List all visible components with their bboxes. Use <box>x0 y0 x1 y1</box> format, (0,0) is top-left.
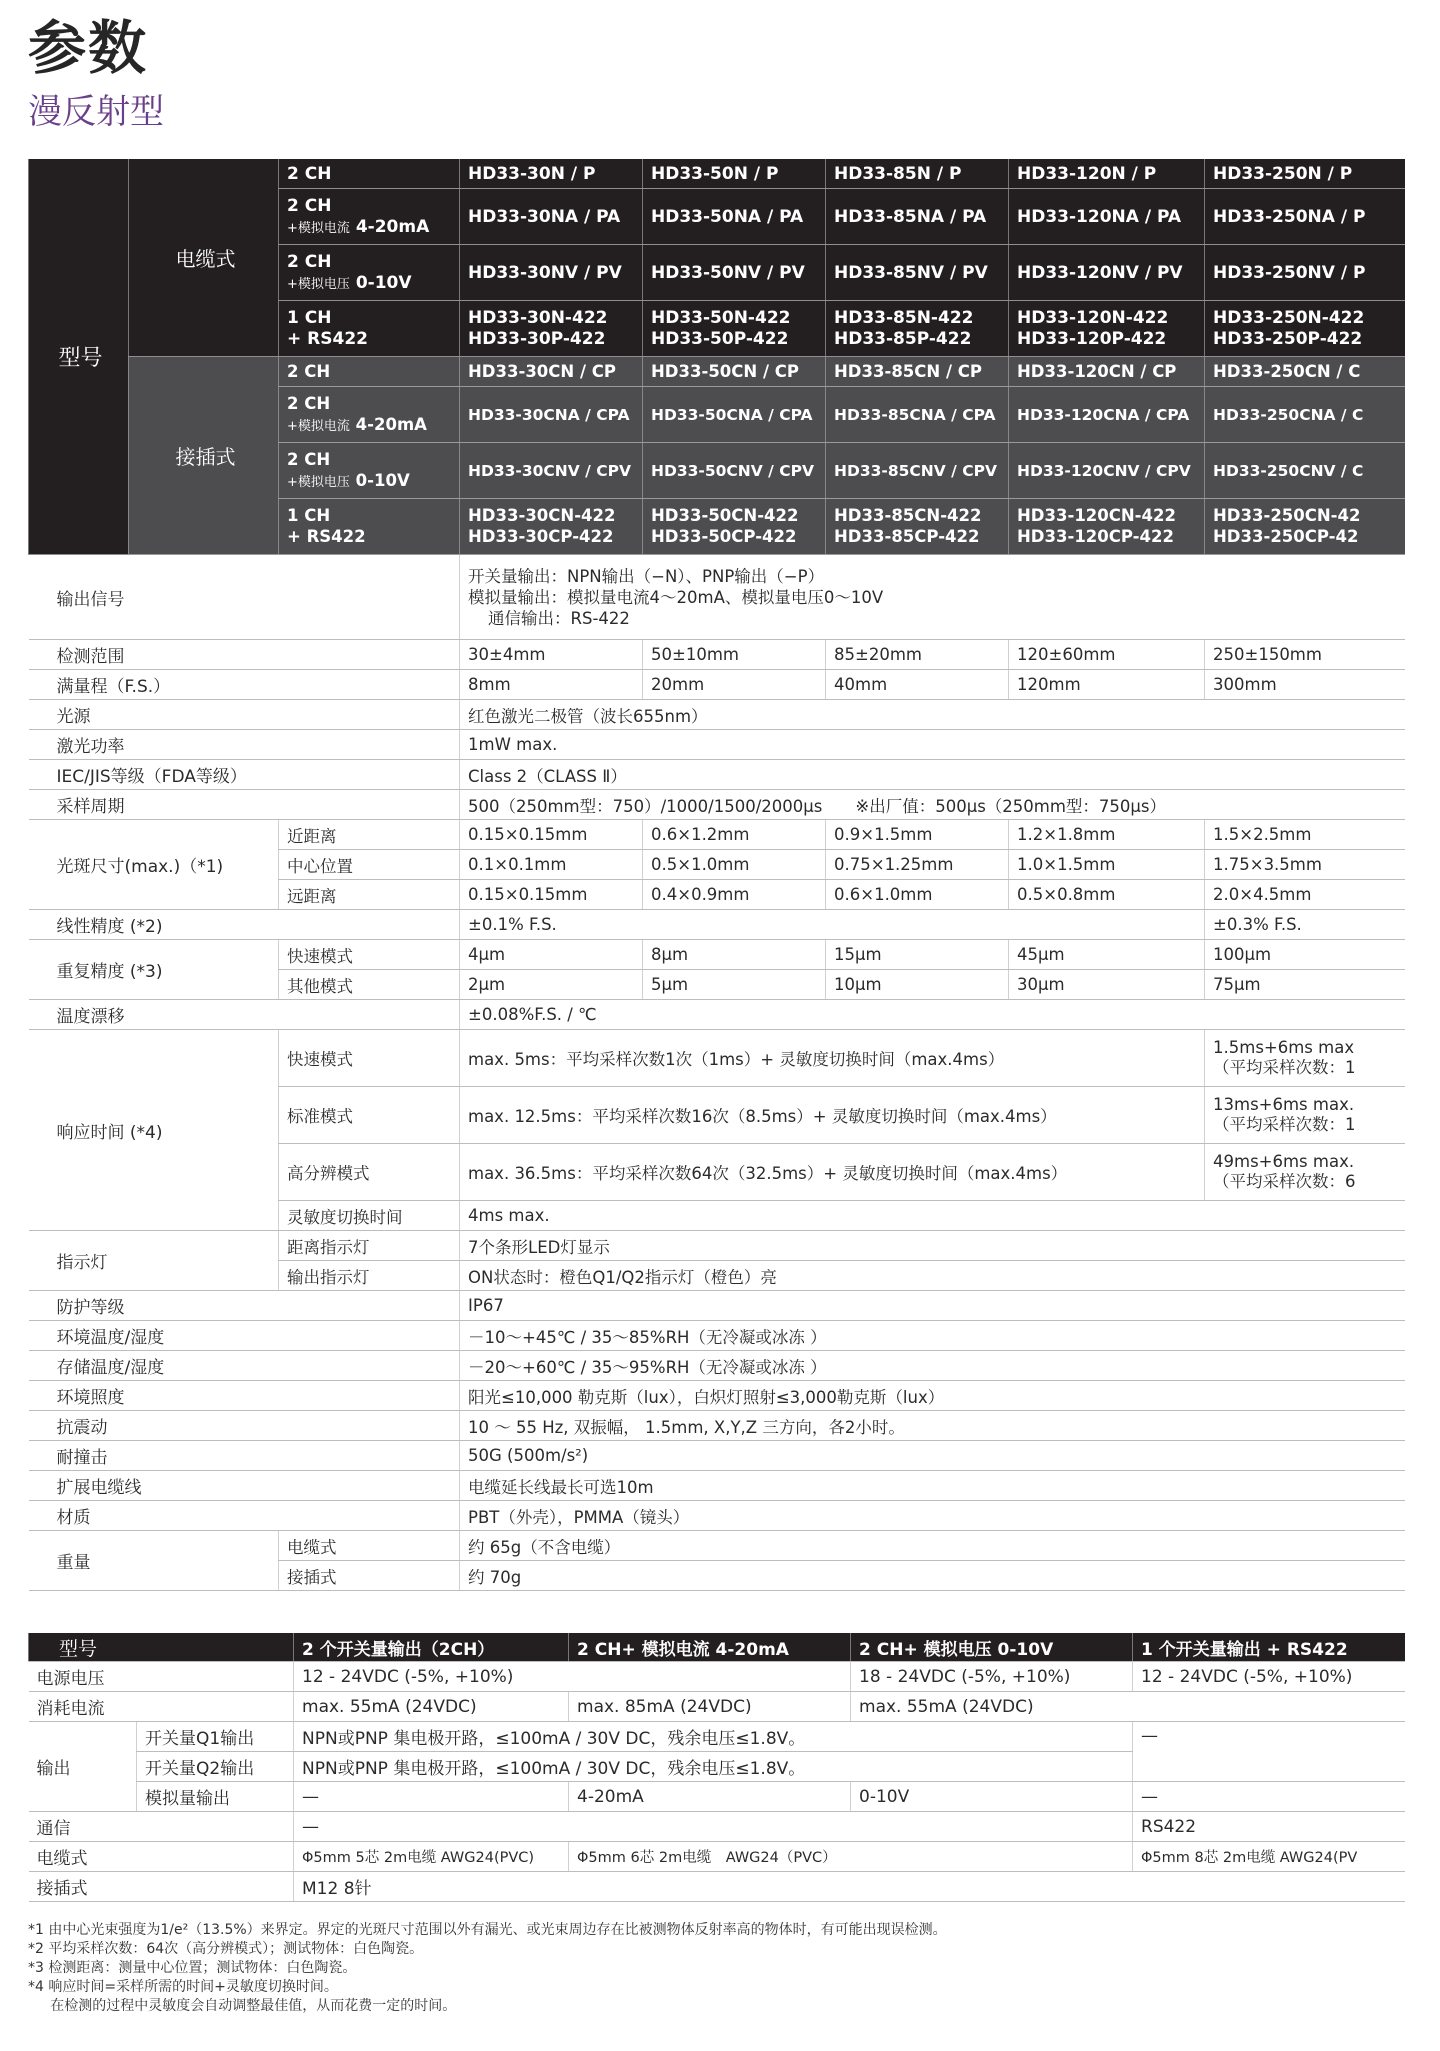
spec-label: 温度漂移 <box>29 1000 460 1030</box>
model-cell: HD33-30NV / PV <box>460 245 643 301</box>
variant-label: 1 CH + RS422 <box>279 301 460 357</box>
model-row <box>29 159 1405 189</box>
spec-label: 激光功率 <box>29 730 460 760</box>
spec-value: 电缆延长线最长可选10m <box>460 1471 1405 1501</box>
elec-header: 2 CH+ 模拟电压 0-10V <box>851 1633 1133 1662</box>
spec-label: 重量 <box>29 1531 279 1591</box>
group-cable: 电缆式 <box>129 159 279 357</box>
variant-label: 2 CH +模拟电压 0-10V <box>279 443 460 499</box>
model-label: 型号 <box>29 159 129 555</box>
model-cell: HD33-120CNA / CPA <box>1009 387 1205 443</box>
variant-label: 2 CH +模拟电流 4-20mA <box>279 189 460 245</box>
elec-label: 接插式 <box>29 1872 294 1902</box>
elec-value: max. 85mA (24VDC) <box>569 1692 851 1722</box>
elec-sublabel: 开关量Q2输出 <box>137 1752 294 1782</box>
variant-label: 2 CH <box>279 159 460 189</box>
spec-value: 阳光≤10,000 勒克斯（lux），白炽灯照射≤3,000勒克斯（lux） <box>460 1381 1405 1411</box>
elec-row-cable <box>29 1842 1405 1872</box>
spec-value: 开关量输出：NPN输出（−N）、PNP输出（−P） 模拟量输出：模拟量电流4～20mA、模拟量电压0～10V 通信输出：RS-422 <box>460 555 1405 640</box>
model-cell: HD33-250N / P <box>1205 159 1405 189</box>
variant-label: 2 CH +模拟电压 0-10V <box>279 245 460 301</box>
spec-row-linearity <box>29 910 1405 940</box>
elec-value: Φ5mm 6芯 2m电缆 AWG24（PVC） <box>569 1842 1133 1872</box>
model-cell: HD33-250CNV / C <box>1205 443 1405 499</box>
spec-value: 10μm <box>826 970 1009 1000</box>
spec-row-output-signal <box>29 555 1405 640</box>
model-cell: HD33-250N-422 HD33-250P-422 <box>1205 301 1405 357</box>
elec-row-output <box>29 1782 1405 1812</box>
elec-value: M12 8针 <box>294 1872 1405 1902</box>
spec-label: 指示灯 <box>29 1231 279 1291</box>
spec-table <box>28 159 1405 1591</box>
model-cell: HD33-120CNV / CPV <box>1009 443 1205 499</box>
model-cell: HD33-30CNA / CPA <box>460 387 643 443</box>
elec-header-model: 型号 <box>29 1633 294 1662</box>
model-cell: HD33-30CN-422 HD33-30CP-422 <box>460 499 643 555</box>
spec-value: PBT（外壳），PMMA（镜头） <box>460 1501 1405 1531</box>
elec-value: NPN或PNP 集电极开路，≤100mA / 30V DC，残余电压≤1.8V。 <box>294 1722 1133 1752</box>
spec-row-light <box>29 700 1405 730</box>
model-cell: HD33-30N-422 HD33-30P-422 <box>460 301 643 357</box>
footnotes <box>28 1921 947 2016</box>
elec-value: NPN或PNP 集电极开路，≤100mA / 30V DC，残余电压≤1.8V。 <box>294 1752 1133 1782</box>
spec-row-repeat <box>29 940 1405 970</box>
spec-label: 重复精度 (*3) <box>29 940 279 1000</box>
model-cell: HD33-85CN-422 HD33-85CP-422 <box>826 499 1009 555</box>
elec-value: 12 - 24VDC (-5%, +10%) <box>294 1662 851 1692</box>
footnote: 在检测的过程中灵敏度会自动调整最佳值，从而花费一定的时间。 <box>28 1998 457 2014</box>
model-cell: HD33-85NA / PA <box>826 189 1009 245</box>
spec-row-range <box>29 640 1405 670</box>
spec-value: 0.5×1.0mm <box>643 850 826 880</box>
spec-value: 2μm <box>460 970 643 1000</box>
elec-label: 消耗电流 <box>29 1692 294 1722</box>
spec-value: 30μm <box>1009 970 1205 1000</box>
variant-label: 1 CH + RS422 <box>279 499 460 555</box>
elec-value: 18 - 24VDC (-5%, +10%) <box>851 1662 1133 1692</box>
spec-value: 20mm <box>643 670 826 700</box>
model-cell: HD33-50N-422 HD33-50P-422 <box>643 301 826 357</box>
model-cell: HD33-50NA / PA <box>643 189 826 245</box>
spec-row-class <box>29 760 1405 790</box>
spec-value: 13ms+6ms max. （平均采样次数：1 <box>1205 1087 1405 1144</box>
spec-label: 光源 <box>29 700 460 730</box>
spec-value: Class 2（CLASS Ⅱ） <box>460 760 1405 790</box>
spec-label: 扩展电缆线 <box>29 1471 460 1501</box>
elec-header: 2 CH+ 模拟电流 4-20mA <box>569 1633 851 1662</box>
spec-sublabel: 灵敏度切换时间 <box>279 1201 460 1231</box>
elec-header-row <box>29 1633 1405 1662</box>
model-cell: HD33-50CNV / CPV <box>643 443 826 499</box>
spec-row-response <box>29 1030 1405 1087</box>
spec-row-store-temp <box>29 1351 1405 1381</box>
model-cell: HD33-85CNA / CPA <box>826 387 1009 443</box>
elec-value: 4-20mA <box>569 1782 851 1812</box>
spec-label: 光斑尺寸(max.)（*1) <box>29 820 279 910</box>
elec-sublabel: 模拟量输出 <box>137 1782 294 1812</box>
spec-value: 49ms+6ms max. （平均采样次数：6 <box>1205 1144 1405 1201</box>
elec-row-consumption <box>29 1692 1405 1722</box>
spec-sublabel: 距离指示灯 <box>279 1231 460 1261</box>
spec-label: 采样周期 <box>29 790 460 820</box>
footnote: *2 平均采样次数：64次（高分辨模式）；测试物体：白色陶瓷。 <box>28 1941 424 1957</box>
spec-value: 0.1×0.1mm <box>460 850 643 880</box>
footnote: *3 检测距离：测量中心位置；测试物体：白色陶瓷。 <box>28 1960 357 1976</box>
elec-value: — <box>1133 1722 1405 1782</box>
spec-sublabel: 其他模式 <box>279 970 460 1000</box>
spec-label: 存储温度/湿度 <box>29 1351 460 1381</box>
spec-label: 线性精度 (*2) <box>29 910 460 940</box>
spec-value: max. 36.5ms：平均采样次数64次（32.5ms）+ 灵敏度切换时间（max.4ms） <box>460 1144 1205 1201</box>
spec-value: IP67 <box>460 1291 1405 1321</box>
model-cell: HD33-85N-422 HD33-85P-422 <box>826 301 1009 357</box>
spec-label: IEC/JIS等级（FDA等级） <box>29 760 460 790</box>
spec-sublabel: 电缆式 <box>279 1531 460 1561</box>
spec-label: 防护等级 <box>29 1291 460 1321</box>
elec-sublabel: 开关量Q1输出 <box>137 1722 294 1752</box>
spec-row-fullscale <box>29 670 1405 700</box>
model-cell: HD33-85NV / PV <box>826 245 1009 301</box>
spec-label: 输出信号 <box>29 555 460 640</box>
spec-value: max. 5ms：平均采样次数1次（1ms）+ 灵敏度切换时间（max.4ms） <box>460 1030 1205 1087</box>
elec-label: 输出 <box>29 1722 137 1812</box>
spec-label: 环境温度/湿度 <box>29 1321 460 1351</box>
spec-row-illum <box>29 1381 1405 1411</box>
spec-value: 4μm <box>460 940 643 970</box>
model-cell: HD33-120NA / PA <box>1009 189 1205 245</box>
page-title: 参数 <box>28 14 149 82</box>
model-cell: HD33-120CN / CP <box>1009 357 1205 387</box>
spec-sublabel: 接插式 <box>279 1561 460 1591</box>
elec-label: 电源电压 <box>29 1662 294 1692</box>
spec-value: max. 12.5ms：平均采样次数16次（8.5ms）+ 灵敏度切换时间（max.4ms） <box>460 1087 1205 1144</box>
spec-value: 0.6×1.2mm <box>643 820 826 850</box>
elec-header: 1 个开关量输出 + RS422 <box>1133 1633 1405 1662</box>
elec-row-output <box>29 1722 1405 1752</box>
footnote: *4 响应时间=采样所需的时间+灵敏度切换时间。 <box>28 1979 338 1995</box>
spec-value: 0.15×0.15mm <box>460 820 643 850</box>
spec-value: 红色激光二极管（波长655nm） <box>460 700 1405 730</box>
electrical-table <box>28 1633 1405 1902</box>
spec-value: 2.0×4.5mm <box>1205 880 1405 910</box>
elec-value: 0-10V <box>851 1782 1133 1812</box>
spec-row-spot <box>29 820 1405 850</box>
elec-value: max. 55mA (24VDC) <box>851 1692 1405 1722</box>
spec-label: 环境照度 <box>29 1381 460 1411</box>
spec-value: 50G (500m/s²) <box>460 1441 1405 1471</box>
spec-value: ±0.1% F.S. <box>460 910 1205 940</box>
elec-row-supply <box>29 1662 1405 1692</box>
spec-label: 材质 <box>29 1501 460 1531</box>
spec-value: 7个条形LED灯显示 <box>460 1231 1405 1261</box>
page-subtitle: 漫反射型 <box>28 92 164 132</box>
spec-value: －20～+60℃ / 35～95%RH（无冷凝或冰冻 ） <box>460 1351 1405 1381</box>
spec-value: 约 65g（不含电缆） <box>460 1531 1405 1561</box>
spec-value: 8μm <box>643 940 826 970</box>
elec-value: Φ5mm 5芯 2m电缆 AWG24(PVC) <box>294 1842 569 1872</box>
spec-value: 1.2×1.8mm <box>1009 820 1205 850</box>
model-cell: HD33-85CNV / CPV <box>826 443 1009 499</box>
spec-value: ±0.3% F.S. <box>1205 910 1405 940</box>
spec-value: 500（250mm型：750）/1000/1500/2000μs ※出厂值：500μs（250mm型：750μs） <box>460 790 1405 820</box>
spec-value: 0.15×0.15mm <box>460 880 643 910</box>
spec-sublabel: 高分辨模式 <box>279 1144 460 1201</box>
spec-value: ±0.08%F.S. / ℃ <box>460 1000 1405 1030</box>
variant-label: 2 CH <box>279 357 460 387</box>
spec-value: 0.4×0.9mm <box>643 880 826 910</box>
model-cell: HD33-120N / P <box>1009 159 1205 189</box>
spec-value: 40mm <box>826 670 1009 700</box>
elec-row-comm <box>29 1812 1405 1842</box>
elec-row-connector <box>29 1872 1405 1902</box>
model-cell: HD33-30CNV / CPV <box>460 443 643 499</box>
spec-value: 0.5×0.8mm <box>1009 880 1205 910</box>
spec-value: 10 ～ 55 Hz, 双振幅， 1.5mm, X,Y,Z 三方向，各2小时。 <box>460 1411 1405 1441</box>
elec-value: max. 55mA (24VDC) <box>294 1692 569 1722</box>
model-cell: HD33-250CN / C <box>1205 357 1405 387</box>
spec-value: 50±10mm <box>643 640 826 670</box>
spec-row-ext-cable <box>29 1471 1405 1501</box>
spec-row-env-temp <box>29 1321 1405 1351</box>
spec-sublabel: 输出指示灯 <box>279 1261 460 1291</box>
model-cell: HD33-30CN / CP <box>460 357 643 387</box>
spec-row-protection <box>29 1291 1405 1321</box>
spec-sublabel: 标准模式 <box>279 1087 460 1144</box>
spec-value: 100μm <box>1205 940 1405 970</box>
elec-value: — <box>1133 1782 1405 1812</box>
footnote: *1 由中心光束强度为1/e²（13.5%）来界定。界定的光斑尺寸范围以外有漏光、或光束周边存在比被测物体反射率高的物体时，有可能出现误检测。 <box>28 1922 947 1938</box>
model-cell: HD33-250CNA / C <box>1205 387 1405 443</box>
spec-value: 约 70g <box>460 1561 1405 1591</box>
spec-value: 0.6×1.0mm <box>826 880 1009 910</box>
spec-sublabel: 快速模式 <box>279 1030 460 1087</box>
model-cell: HD33-120CN-422 HD33-120CP-422 <box>1009 499 1205 555</box>
spec-label: 检测范围 <box>29 640 460 670</box>
model-cell: HD33-30NA / PA <box>460 189 643 245</box>
model-cell: HD33-85N / P <box>826 159 1009 189</box>
spec-value: 85±20mm <box>826 640 1009 670</box>
model-cell: HD33-50N / P <box>643 159 826 189</box>
spec-value: 1.5ms+6ms max （平均采样次数：1 <box>1205 1030 1405 1087</box>
spec-value: 1.5×2.5mm <box>1205 820 1405 850</box>
spec-row-vibration <box>29 1411 1405 1441</box>
spec-row-indicator <box>29 1231 1405 1261</box>
model-cell: HD33-50CN / CP <box>643 357 826 387</box>
model-cell: HD33-50CNA / CPA <box>643 387 826 443</box>
spec-sublabel: 快速模式 <box>279 940 460 970</box>
model-cell: HD33-30N / P <box>460 159 643 189</box>
spec-value: 1mW max. <box>460 730 1405 760</box>
spec-value: 300mm <box>1205 670 1405 700</box>
spec-label: 响应时间 (*4) <box>29 1030 279 1231</box>
spec-row-sampling <box>29 790 1405 820</box>
spec-value: 75μm <box>1205 970 1405 1000</box>
spec-row-shock <box>29 1441 1405 1471</box>
spec-value: 120±60mm <box>1009 640 1205 670</box>
elec-value: RS422 <box>1133 1812 1405 1842</box>
spec-row-material <box>29 1501 1405 1531</box>
spec-value: 250±150mm <box>1205 640 1405 670</box>
spec-value: 30±4mm <box>460 640 643 670</box>
spec-row-temp-drift <box>29 1000 1405 1030</box>
elec-value: — <box>294 1812 1133 1842</box>
model-cell: HD33-120N-422 HD33-120P-422 <box>1009 301 1205 357</box>
spec-value: 1.0×1.5mm <box>1009 850 1205 880</box>
model-cell: HD33-250NV / P <box>1205 245 1405 301</box>
spec-value: 5μm <box>643 970 826 1000</box>
spec-value: 0.9×1.5mm <box>826 820 1009 850</box>
model-row <box>29 357 1405 387</box>
spec-label: 耐撞击 <box>29 1441 460 1471</box>
model-cell: HD33-85CN / CP <box>826 357 1009 387</box>
spec-label: 满量程（F.S.） <box>29 670 460 700</box>
model-cell: HD33-250CN-42 HD33-250CP-42 <box>1205 499 1405 555</box>
spec-value: 15μm <box>826 940 1009 970</box>
spec-value: 0.75×1.25mm <box>826 850 1009 880</box>
model-cell: HD33-250NA / P <box>1205 189 1405 245</box>
spec-value: －10～+45℃ / 35～85%RH（无冷凝或冰冻 ） <box>460 1321 1405 1351</box>
group-connector: 接插式 <box>129 357 279 555</box>
spec-value: 8mm <box>460 670 643 700</box>
spec-value: 45μm <box>1009 940 1205 970</box>
spec-label: 抗震动 <box>29 1411 460 1441</box>
elec-label: 电缆式 <box>29 1842 294 1872</box>
spec-value: ON状态时：橙色Q1/Q2指示灯（橙色）亮 <box>460 1261 1405 1291</box>
model-cell: HD33-120NV / PV <box>1009 245 1205 301</box>
elec-value: Φ5mm 8芯 2m电缆 AWG24(PV <box>1133 1842 1405 1872</box>
spec-sublabel: 远距离 <box>279 880 460 910</box>
spec-sublabel: 中心位置 <box>279 850 460 880</box>
spec-sublabel: 近距离 <box>279 820 460 850</box>
elec-label: 通信 <box>29 1812 294 1842</box>
spec-value: 4ms max. <box>460 1201 1405 1231</box>
variant-label: 2 CH +模拟电流 4-20mA <box>279 387 460 443</box>
spec-value: 1.75×3.5mm <box>1205 850 1405 880</box>
model-cell: HD33-50NV / PV <box>643 245 826 301</box>
model-cell: HD33-50CN-422 HD33-50CP-422 <box>643 499 826 555</box>
spec-row-weight <box>29 1531 1405 1561</box>
elec-header: 2 个开关量输出（2CH） <box>294 1633 569 1662</box>
spec-row-power <box>29 730 1405 760</box>
elec-value: 12 - 24VDC (-5%, +10%) <box>1133 1662 1405 1692</box>
elec-value: — <box>294 1782 569 1812</box>
spec-value: 120mm <box>1009 670 1205 700</box>
